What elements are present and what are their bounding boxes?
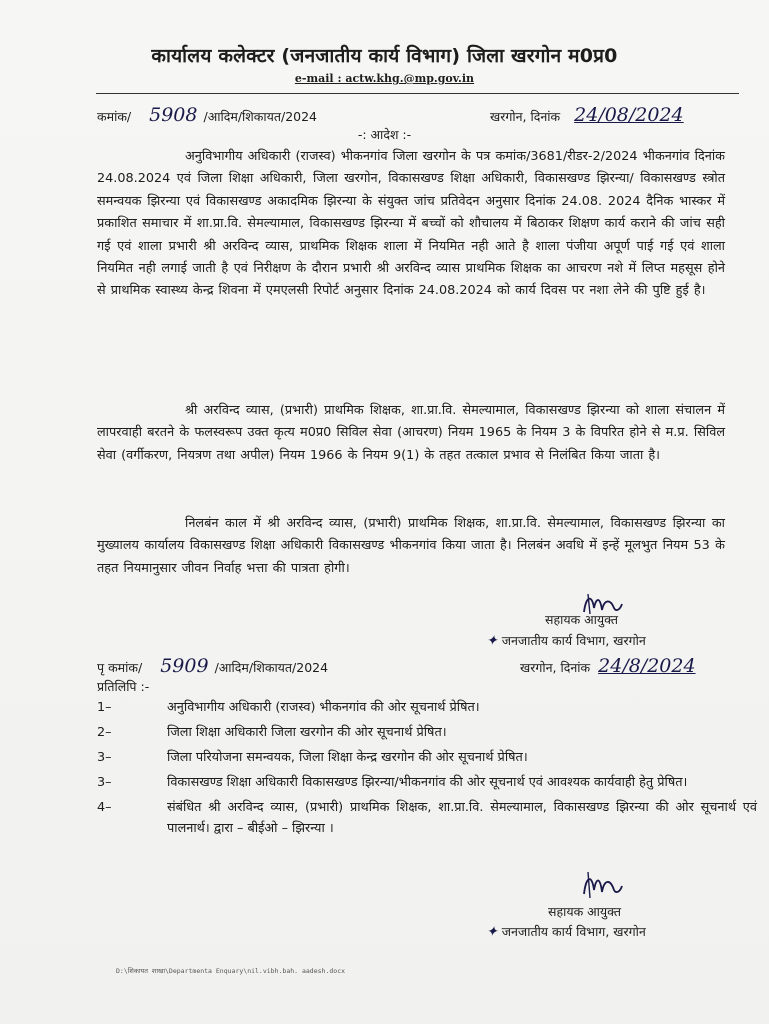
order-number-row — [97, 104, 317, 126]
endorsement-number-handwritten: 5909 — [160, 655, 209, 677]
copy-item-text: जिला परियोजना समन्वयक, जिला शिक्षा केन्द्र खरगोन की ओर सूचनार्थ प्रेषित। — [167, 750, 528, 765]
copy-item-number: 4– — [97, 800, 112, 815]
order-date-label: खरगोन, दिनांक — [490, 109, 561, 124]
signature-1-department: जनजातीय कार्य विभाग, खरगोन — [501, 633, 646, 648]
order-number-handwritten: 5908 — [149, 104, 198, 126]
endorsement-number-suffix: /आदिम/शिकायत/2024 — [214, 660, 329, 675]
copy-item-text: विकासखण्ड शिक्षा अधिकारी विकासखण्ड झिरन्या/भीकनगांव की ओर सूचनार्थ एवं आवश्यक कार्यवाही हेतु प्रेषित। — [167, 775, 688, 790]
endorsement-number-row — [97, 655, 328, 677]
file-path-footer: D:\शिकायत शाखा\Departmenta Enquary\nil.vibh.bah. aadesh.docx — [116, 967, 346, 975]
endorsement-date-handwritten: 24/8/2024 — [598, 655, 696, 677]
order-number-suffix: /आदिम/शिकायत/2024 — [203, 109, 318, 124]
header-divider — [96, 93, 739, 94]
signature-1-designation: सहायक आयुक्त — [545, 612, 618, 627]
copy-list — [97, 697, 757, 843]
order-paragraph-3: निलबंन काल में श्री अरविन्द व्यास, (प्रभारी) प्राथमिक शिक्षक, शा.प्रा.वि. सेमल्यामाल, विकासखण्ड झिरन्या का मुख्यालय कार्यालय विकासखण्ड शिक्षा अधिकारी विकासखण्ड भीकनगांव किया जाता है। निलबंन अवधि में इन्हें मूलभुत नियम 53 के तहत नियमानुसार जीवन निर्वाह भत्ता की पात्रता होगी। — [97, 516, 725, 576]
copy-item — [97, 722, 757, 743]
signature-2-department: जनजातीय कार्य विभाग, खरगोन — [501, 924, 646, 939]
endorsement-date-label: खरगोन, दिनांक — [520, 660, 591, 675]
copy-item-text: अनुविभागीय अधिकारी (राजस्व) भीकनगांव की ओर सूचनार्थ प्रेषित। — [167, 700, 480, 715]
copy-item-number: 3– — [97, 775, 112, 790]
copy-item-text: संबंधित श्री अरविन्द व्यास, (प्रभारी) प्राथमिक शिक्षक, शा.प्रा.वि. सेमल्यामाल, विकासखण्ड झिरन्या की ओर सूचनार्थ एवं पालनार्थ। द्वारा – बीईओ – झिरन्या । — [167, 800, 757, 836]
signature-1-department-row: ✦ जनजातीय कार्य विभाग, खरगोन — [486, 633, 646, 649]
office-email: e-mail : actw.khg.@mp.gov.in — [294, 72, 475, 85]
copy-item — [97, 747, 757, 768]
copy-label: प्रतिलिपि :- — [97, 679, 150, 694]
endorsement-date-row — [520, 655, 696, 677]
copy-item-number: 2– — [97, 725, 112, 740]
order-number-label: कमांक/ — [97, 109, 132, 124]
copy-item — [97, 772, 757, 793]
signature-mark-2 — [580, 868, 626, 902]
office-title: कार्यालय कलेक्टर (जनजातीय कार्य विभाग) जिला खरगोन म0प्र0 — [151, 45, 618, 67]
order-paragraph-1: अनुविभागीय अधिकारी (राजस्व) भीकनगांव जिला खरगोन के पत्र कमांक/3681/रीडर-2/2024 भीकनगांव दिनांक 24.08.2024 एवं जिला शिक्षा अधिकारी, जिला खरगोन, विकासखण्ड शिक्षा अधिकारी, विकासखण्ड झिरन्या/ विकासखण्ड स्त्रोत समन्वयक झिरन्या एवं विकासखण्ड अकादमिक झिरन्या के संयुक्त जांच प्रतिवेदन अनुसार दिनांक 24.08. 2024 दैनिक भास्कर में प्रकाशित समाचार में शा.प्रा.वि. सेमल्यामाल, विकासखण्ड झिरन्या में बच्चों को शौचालय में बिठाकर शिक्षण कार्य कराने की जांच सही गई एवं शाला प्रभारी श्री अरविन्द व्यास, प्राथमिक शिक्षक शाला में नियमित नही आते है शाला पंजीया अपूर्ण पाई गई एवं शाला नियमित नही लगाई जाती है एवं निरीक्षण के दौरान प्रभारी श्री अरविन्द व्यास प्राथमिक शिक्षक का आचरण नशे में लिप्त महसूस होने से प्राथमिक स्वास्थ्य केन्द्र शिवना में एमएलसी रिपोर्ट अनुसार दिनांक 24.08.2024 को कार्य दिवस पर नशा लेने की पुष्टि हुई है। — [97, 149, 725, 299]
copy-item — [97, 797, 757, 839]
signature-2-designation: सहायक आयुक्त — [548, 904, 621, 919]
order-paragraph-2: श्री अरविन्द व्यास, (प्रभारी) प्राथमिक शिक्षक, शा.प्रा.वि. सेमल्यामाल, विकासखण्ड झिरन्या को शाला संचालन में लापरवाही बरतने के फलस्वरूप उक्त कृत्य म0प्र0 सिविल सेवा (आचरण) नियम 1965 के नियम 3 के विपरित होने से म.प्र. सिविल सेवा (वर्गीकरण, नियत्रण तथा अपील) नियम 1966 के नियम 9(1) के तहत तत्काल प्रभाव से निलंबित किया जाता है। — [97, 403, 725, 463]
order-date-handwritten: 24/08/2024 — [574, 104, 684, 126]
signature-2-department-row: ✦ जनजातीय कार्य विभाग, खरगोन — [486, 924, 646, 940]
order-heading: -: आदेश :- — [357, 127, 412, 142]
copy-item-number: 3– — [97, 750, 112, 765]
copy-item-number: 1– — [97, 700, 112, 715]
copy-item — [97, 697, 757, 718]
order-date-row — [490, 104, 684, 126]
copy-item-text: जिला शिक्षा अधिकारी जिला खरगोन की ओर सूचनार्थ प्रेषित। — [167, 725, 447, 740]
endorsement-number-label: पृ कमांक/ — [97, 660, 143, 675]
